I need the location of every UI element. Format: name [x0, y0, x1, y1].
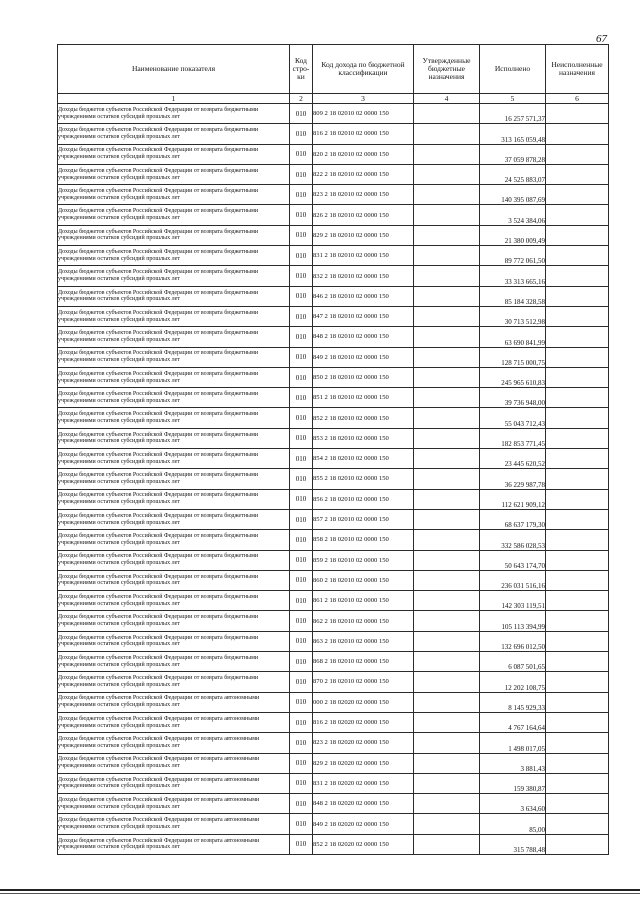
row-unexecuted-cell	[546, 104, 609, 124]
row-revenue-code-cell: 861 2 18 02010 02 0000 150	[313, 591, 414, 611]
row-revenue-code-cell: 820 2 18 02010 02 0000 150	[313, 144, 414, 164]
scan-edge-line	[0, 893, 640, 894]
row-executed-cell: 55 043 712,43	[480, 408, 546, 428]
row-revenue-code-cell: 832 2 18 02010 02 0000 150	[313, 266, 414, 286]
row-approved-cell	[414, 428, 480, 448]
row-name-cell: Доходы бюджетов субъектов Российской Федерации от возврата автономными учреждениями остатков субсидий прошлых лет	[58, 834, 290, 854]
row-line-code-cell: 010	[290, 164, 313, 184]
row-unexecuted-cell	[546, 286, 609, 306]
row-line-code-cell: 010	[290, 611, 313, 631]
row-executed-cell: 132 696 012,50	[480, 631, 546, 651]
row-name-cell: Доходы бюджетов субъектов Российской Федерации от возврата бюджетными учреждениями остатков субсидий прошлых лет	[58, 246, 290, 266]
row-approved-cell	[414, 205, 480, 225]
row-name-cell: Доходы бюджетов субъектов Российской Федерации от возврата автономными учреждениями остатков субсидий прошлых лет	[58, 794, 290, 814]
row-name-cell: Доходы бюджетов субъектов Российской Федерации от возврата бюджетными учреждениями остатков субсидий прошлых лет	[58, 408, 290, 428]
row-unexecuted-cell	[546, 814, 609, 834]
row-unexecuted-cell	[546, 509, 609, 529]
row-executed-cell: 112 621 909,12	[480, 489, 546, 509]
header-executed: Исполнено	[480, 45, 546, 94]
row-line-code-cell: 010	[290, 794, 313, 814]
row-unexecuted-cell	[546, 367, 609, 387]
table-row	[58, 449, 609, 469]
row-executed-cell: 24 525 883,07	[480, 164, 546, 184]
table-row	[58, 347, 609, 367]
row-revenue-code-cell: 831 2 18 02010 02 0000 150	[313, 246, 414, 266]
row-name-cell: Доходы бюджетов субъектов Российской Федерации от возврата бюджетными учреждениями остатков субсидий прошлых лет	[58, 144, 290, 164]
table-row	[58, 124, 609, 144]
row-executed-cell: 315 788,48	[480, 834, 546, 854]
row-unexecuted-cell	[546, 246, 609, 266]
table-row	[58, 408, 609, 428]
row-line-code-cell: 010	[290, 449, 313, 469]
row-revenue-code-cell: 857 2 18 02010 02 0000 150	[313, 509, 414, 529]
row-line-code-cell: 010	[290, 306, 313, 326]
row-unexecuted-cell	[546, 834, 609, 854]
table-row	[58, 834, 609, 854]
row-approved-cell	[414, 286, 480, 306]
row-line-code-cell: 010	[290, 388, 313, 408]
row-approved-cell	[414, 570, 480, 590]
row-revenue-code-cell: 860 2 18 02010 02 0000 150	[313, 570, 414, 590]
row-name-cell: Доходы бюджетов субъектов Российской Федерации от возврата бюджетными учреждениями остатков субсидий прошлых лет	[58, 225, 290, 245]
row-revenue-code-cell: 853 2 18 02010 02 0000 150	[313, 428, 414, 448]
table-row	[58, 652, 609, 672]
row-revenue-code-cell: 868 2 18 02010 02 0000 150	[313, 652, 414, 672]
table-row	[58, 246, 609, 266]
row-executed-cell: 245 965 610,83	[480, 367, 546, 387]
row-unexecuted-cell	[546, 611, 609, 631]
row-line-code-cell: 010	[290, 692, 313, 712]
row-unexecuted-cell	[546, 489, 609, 509]
row-executed-cell: 332 586 028,53	[480, 530, 546, 550]
row-line-code-cell: 010	[290, 286, 313, 306]
row-name-cell: Доходы бюджетов субъектов Российской Федерации от возврата бюджетными учреждениями остатков субсидий прошлых лет	[58, 530, 290, 550]
column-number: 6	[546, 94, 609, 104]
table-body	[58, 104, 609, 855]
row-approved-cell	[414, 388, 480, 408]
row-executed-cell: 89 772 061,50	[480, 246, 546, 266]
table-row	[58, 388, 609, 408]
header-name: Наименование показателя	[58, 45, 290, 94]
table-row	[58, 712, 609, 732]
row-unexecuted-cell	[546, 712, 609, 732]
row-executed-cell: 16 257 571,37	[480, 104, 546, 124]
row-line-code-cell: 010	[290, 550, 313, 570]
row-revenue-code-cell: 816 2 18 02020 02 0000 150	[313, 712, 414, 732]
column-number: 1	[58, 94, 290, 104]
row-executed-cell: 30 713 512,98	[480, 306, 546, 326]
row-approved-cell	[414, 753, 480, 773]
row-executed-cell: 4 767 164,64	[480, 712, 546, 732]
table-row	[58, 509, 609, 529]
row-approved-cell	[414, 469, 480, 489]
row-executed-cell: 159 380,87	[480, 773, 546, 793]
row-executed-cell: 140 395 087,69	[480, 185, 546, 205]
row-unexecuted-cell	[546, 469, 609, 489]
row-approved-cell	[414, 611, 480, 631]
row-line-code-cell: 010	[290, 225, 313, 245]
row-approved-cell	[414, 246, 480, 266]
row-line-code-cell: 010	[290, 185, 313, 205]
row-line-code-cell: 010	[290, 834, 313, 854]
row-executed-cell: 3 524 384,06	[480, 205, 546, 225]
table-row	[58, 469, 609, 489]
row-line-code-cell: 010	[290, 347, 313, 367]
row-name-cell: Доходы бюджетов субъектов Российской Федерации от возврата автономными учреждениями остатков субсидий прошлых лет	[58, 692, 290, 712]
row-executed-cell: 105 113 394,99	[480, 611, 546, 631]
row-line-code-cell: 010	[290, 489, 313, 509]
header-approved: Утвержденные бюджетные назначения	[414, 45, 480, 94]
row-executed-cell: 21 380 009,49	[480, 225, 546, 245]
row-name-cell: Доходы бюджетов субъектов Российской Федерации от возврата автономными учреждениями остатков субсидий прошлых лет	[58, 733, 290, 753]
row-line-code-cell: 010	[290, 327, 313, 347]
row-revenue-code-cell: 852 2 18 02010 02 0000 150	[313, 408, 414, 428]
row-line-code-cell: 010	[290, 266, 313, 286]
row-approved-cell	[414, 652, 480, 672]
row-unexecuted-cell	[546, 205, 609, 225]
row-executed-cell: 68 637 179,30	[480, 509, 546, 529]
row-approved-cell	[414, 489, 480, 509]
row-revenue-code-cell: 870 2 18 02010 02 0000 150	[313, 672, 414, 692]
row-revenue-code-cell: 849 2 18 02010 02 0000 150	[313, 347, 414, 367]
row-approved-cell	[414, 225, 480, 245]
column-number-row	[58, 94, 609, 104]
table-row	[58, 104, 609, 124]
row-approved-cell	[414, 834, 480, 854]
row-revenue-code-cell: 847 2 18 02010 02 0000 150	[313, 306, 414, 326]
row-revenue-code-cell: 809 2 18 02010 02 0000 150	[313, 104, 414, 124]
table-row	[58, 570, 609, 590]
row-unexecuted-cell	[546, 794, 609, 814]
row-executed-cell: 37 059 878,28	[480, 144, 546, 164]
row-line-code-cell: 010	[290, 509, 313, 529]
row-revenue-code-cell: 823 2 18 02010 02 0000 150	[313, 185, 414, 205]
row-approved-cell	[414, 408, 480, 428]
row-line-code-cell: 010	[290, 124, 313, 144]
row-revenue-code-cell: 829 2 18 02010 02 0000 150	[313, 225, 414, 245]
table-row	[58, 753, 609, 773]
row-line-code-cell: 010	[290, 469, 313, 489]
row-revenue-code-cell: 849 2 18 02020 02 0000 150	[313, 814, 414, 834]
column-number: 5	[480, 94, 546, 104]
row-unexecuted-cell	[546, 631, 609, 651]
row-approved-cell	[414, 306, 480, 326]
table-row	[58, 672, 609, 692]
row-executed-cell: 12 202 108,75	[480, 672, 546, 692]
row-line-code-cell: 010	[290, 367, 313, 387]
row-name-cell: Доходы бюджетов субъектов Российской Федерации от возврата автономными учреждениями остатков субсидий прошлых лет	[58, 814, 290, 834]
row-executed-cell: 36 229 987,78	[480, 469, 546, 489]
row-line-code-cell: 010	[290, 428, 313, 448]
row-name-cell: Доходы бюджетов субъектов Российской Федерации от возврата бюджетными учреждениями остатков субсидий прошлых лет	[58, 164, 290, 184]
row-approved-cell	[414, 530, 480, 550]
row-name-cell: Доходы бюджетов субъектов Российской Федерации от возврата бюджетными учреждениями остатков субсидий прошлых лет	[58, 631, 290, 651]
row-revenue-code-cell: 829 2 18 02020 02 0000 150	[313, 753, 414, 773]
row-executed-cell: 6 087 501,65	[480, 652, 546, 672]
header-line-code: Код стро-ки	[290, 45, 313, 94]
row-line-code-cell: 010	[290, 814, 313, 834]
row-executed-cell: 8 145 929,33	[480, 692, 546, 712]
table-row	[58, 327, 609, 347]
row-unexecuted-cell	[546, 530, 609, 550]
row-unexecuted-cell	[546, 388, 609, 408]
row-approved-cell	[414, 509, 480, 529]
table-row	[58, 591, 609, 611]
row-line-code-cell: 010	[290, 652, 313, 672]
row-name-cell: Доходы бюджетов субъектов Российской Федерации от возврата автономными учреждениями остатков субсидий прошлых лет	[58, 753, 290, 773]
row-name-cell: Доходы бюджетов субъектов Российской Федерации от возврата автономными учреждениями остатков субсидий прошлых лет	[58, 773, 290, 793]
table-row	[58, 692, 609, 712]
row-executed-cell: 63 690 841,99	[480, 327, 546, 347]
row-line-code-cell: 010	[290, 144, 313, 164]
row-unexecuted-cell	[546, 164, 609, 184]
row-unexecuted-cell	[546, 428, 609, 448]
row-name-cell: Доходы бюджетов субъектов Российской Федерации от возврата автономными учреждениями остатков субсидий прошлых лет	[58, 712, 290, 732]
row-unexecuted-cell	[546, 692, 609, 712]
row-revenue-code-cell: 858 2 18 02010 02 0000 150	[313, 530, 414, 550]
scan-edge-line	[0, 889, 640, 891]
budget-revenue-table	[57, 44, 609, 855]
row-unexecuted-cell	[546, 449, 609, 469]
table-row	[58, 164, 609, 184]
row-executed-cell: 85 184 328,58	[480, 286, 546, 306]
row-approved-cell	[414, 712, 480, 732]
row-approved-cell	[414, 733, 480, 753]
row-executed-cell: 39 736 948,00	[480, 388, 546, 408]
row-revenue-code-cell: 854 2 18 02010 02 0000 150	[313, 449, 414, 469]
row-approved-cell	[414, 773, 480, 793]
row-unexecuted-cell	[546, 652, 609, 672]
row-approved-cell	[414, 672, 480, 692]
row-name-cell: Доходы бюджетов субъектов Российской Федерации от возврата бюджетными учреждениями остатков субсидий прошлых лет	[58, 550, 290, 570]
row-revenue-code-cell: 831 2 18 02020 02 0000 150	[313, 773, 414, 793]
row-executed-cell: 3 881,43	[480, 753, 546, 773]
row-name-cell: Доходы бюджетов субъектов Российской Федерации от возврата бюджетными учреждениями остатков субсидий прошлых лет	[58, 388, 290, 408]
row-unexecuted-cell	[546, 306, 609, 326]
row-name-cell: Доходы бюджетов субъектов Российской Федерации от возврата бюджетными учреждениями остатков субсидий прошлых лет	[58, 306, 290, 326]
row-revenue-code-cell: 823 2 18 02020 02 0000 150	[313, 733, 414, 753]
row-executed-cell: 33 313 665,16	[480, 266, 546, 286]
row-unexecuted-cell	[546, 733, 609, 753]
row-name-cell: Доходы бюджетов субъектов Российской Федерации от возврата бюджетными учреждениями остатков субсидий прошлых лет	[58, 469, 290, 489]
row-approved-cell	[414, 550, 480, 570]
row-executed-cell: 50 643 174,70	[480, 550, 546, 570]
row-unexecuted-cell	[546, 773, 609, 793]
row-approved-cell	[414, 692, 480, 712]
table-row	[58, 814, 609, 834]
column-number: 2	[290, 94, 313, 104]
row-unexecuted-cell	[546, 550, 609, 570]
row-unexecuted-cell	[546, 124, 609, 144]
column-number: 3	[313, 94, 414, 104]
row-name-cell: Доходы бюджетов субъектов Российской Федерации от возврата бюджетными учреждениями остатков субсидий прошлых лет	[58, 327, 290, 347]
row-revenue-code-cell: 816 2 18 02010 02 0000 150	[313, 124, 414, 144]
row-line-code-cell: 010	[290, 753, 313, 773]
row-line-code-cell: 010	[290, 246, 313, 266]
row-revenue-code-cell: 848 2 18 02010 02 0000 150	[313, 327, 414, 347]
table-row	[58, 530, 609, 550]
row-executed-cell: 236 031 516,16	[480, 570, 546, 590]
row-unexecuted-cell	[546, 408, 609, 428]
row-revenue-code-cell: 855 2 18 02010 02 0000 150	[313, 469, 414, 489]
row-revenue-code-cell: 846 2 18 02010 02 0000 150	[313, 286, 414, 306]
row-unexecuted-cell	[546, 347, 609, 367]
row-approved-cell	[414, 104, 480, 124]
row-name-cell: Доходы бюджетов субъектов Российской Федерации от возврата бюджетными учреждениями остатков субсидий прошлых лет	[58, 124, 290, 144]
row-name-cell: Доходы бюджетов субъектов Российской Федерации от возврата бюджетными учреждениями остатков субсидий прошлых лет	[58, 449, 290, 469]
row-line-code-cell: 010	[290, 408, 313, 428]
row-name-cell: Доходы бюджетов субъектов Российской Федерации от возврата бюджетными учреждениями остатков субсидий прошлых лет	[58, 489, 290, 509]
table-row	[58, 205, 609, 225]
row-executed-cell: 1 498 017,05	[480, 733, 546, 753]
row-name-cell: Доходы бюджетов субъектов Российской Федерации от возврата бюджетными учреждениями остатков субсидий прошлых лет	[58, 347, 290, 367]
table-row	[58, 367, 609, 387]
row-executed-cell: 182 853 771,45	[480, 428, 546, 448]
table-row	[58, 286, 609, 306]
row-unexecuted-cell	[546, 591, 609, 611]
table-header-row	[58, 45, 609, 94]
row-line-code-cell: 010	[290, 104, 313, 124]
row-revenue-code-cell: 848 2 18 02020 02 0000 150	[313, 794, 414, 814]
row-executed-cell: 313 165 059,48	[480, 124, 546, 144]
row-line-code-cell: 010	[290, 733, 313, 753]
row-approved-cell	[414, 367, 480, 387]
table-row	[58, 144, 609, 164]
row-line-code-cell: 010	[290, 712, 313, 732]
row-line-code-cell: 010	[290, 530, 313, 550]
row-name-cell: Доходы бюджетов субъектов Российской Федерации от возврата бюджетными учреждениями остатков субсидий прошлых лет	[58, 428, 290, 448]
row-approved-cell	[414, 185, 480, 205]
row-unexecuted-cell	[546, 753, 609, 773]
row-executed-cell: 3 634,60	[480, 794, 546, 814]
header-revenue-code: Код дохода по бюджетной классификации	[313, 45, 414, 94]
row-unexecuted-cell	[546, 570, 609, 590]
row-executed-cell: 128 715 000,75	[480, 347, 546, 367]
row-revenue-code-cell: 859 2 18 02010 02 0000 150	[313, 550, 414, 570]
row-approved-cell	[414, 449, 480, 469]
table-row	[58, 773, 609, 793]
row-approved-cell	[414, 794, 480, 814]
table-row	[58, 733, 609, 753]
row-line-code-cell: 010	[290, 591, 313, 611]
row-name-cell: Доходы бюджетов субъектов Российской Федерации от возврата бюджетными учреждениями остатков субсидий прошлых лет	[58, 367, 290, 387]
table-row	[58, 225, 609, 245]
row-executed-cell: 85,00	[480, 814, 546, 834]
table-row	[58, 266, 609, 286]
row-line-code-cell: 010	[290, 570, 313, 590]
row-unexecuted-cell	[546, 185, 609, 205]
row-name-cell: Доходы бюджетов субъектов Российской Федерации от возврата бюджетными учреждениями остатков субсидий прошлых лет	[58, 266, 290, 286]
row-revenue-code-cell: 850 2 18 02010 02 0000 150	[313, 367, 414, 387]
row-name-cell: Доходы бюджетов субъектов Российской Федерации от возврата бюджетными учреждениями остатков субсидий прошлых лет	[58, 286, 290, 306]
row-revenue-code-cell: 000 2 18 02020 02 0000 150	[313, 692, 414, 712]
row-unexecuted-cell	[546, 144, 609, 164]
table-row	[58, 794, 609, 814]
row-name-cell: Доходы бюджетов субъектов Российской Федерации от возврата бюджетными учреждениями остатков субсидий прошлых лет	[58, 104, 290, 124]
table-row	[58, 489, 609, 509]
row-unexecuted-cell	[546, 225, 609, 245]
row-approved-cell	[414, 144, 480, 164]
page-number: 67	[596, 33, 607, 45]
header-unexecuted: Неисполненные назначения	[546, 45, 609, 94]
row-name-cell: Доходы бюджетов субъектов Российской Федерации от возврата бюджетными учреждениями остатков субсидий прошлых лет	[58, 185, 290, 205]
row-unexecuted-cell	[546, 266, 609, 286]
row-revenue-code-cell: 863 2 18 02010 02 0000 150	[313, 631, 414, 651]
row-name-cell: Доходы бюджетов субъектов Российской Федерации от возврата бюджетными учреждениями остатков субсидий прошлых лет	[58, 611, 290, 631]
table-row	[58, 306, 609, 326]
row-approved-cell	[414, 631, 480, 651]
row-executed-cell: 23 445 620,52	[480, 449, 546, 469]
row-unexecuted-cell	[546, 327, 609, 347]
table-row	[58, 611, 609, 631]
row-approved-cell	[414, 164, 480, 184]
row-approved-cell	[414, 814, 480, 834]
row-approved-cell	[414, 124, 480, 144]
row-name-cell: Доходы бюджетов субъектов Российской Федерации от возврата бюджетными учреждениями остатков субсидий прошлых лет	[58, 509, 290, 529]
row-approved-cell	[414, 591, 480, 611]
row-revenue-code-cell: 822 2 18 02010 02 0000 150	[313, 164, 414, 184]
column-number: 4	[414, 94, 480, 104]
row-executed-cell: 142 303 119,51	[480, 591, 546, 611]
table-row	[58, 631, 609, 651]
row-approved-cell	[414, 327, 480, 347]
row-line-code-cell: 010	[290, 672, 313, 692]
row-approved-cell	[414, 266, 480, 286]
row-line-code-cell: 010	[290, 205, 313, 225]
row-revenue-code-cell: 856 2 18 02010 02 0000 150	[313, 489, 414, 509]
row-unexecuted-cell	[546, 672, 609, 692]
row-revenue-code-cell: 862 2 18 02010 02 0000 150	[313, 611, 414, 631]
row-name-cell: Доходы бюджетов субъектов Российской Федерации от возврата бюджетными учреждениями остатков субсидий прошлых лет	[58, 205, 290, 225]
row-revenue-code-cell: 851 2 18 02010 02 0000 150	[313, 388, 414, 408]
row-line-code-cell: 010	[290, 773, 313, 793]
row-name-cell: Доходы бюджетов субъектов Российской Федерации от возврата бюджетными учреждениями остатков субсидий прошлых лет	[58, 570, 290, 590]
table-row	[58, 550, 609, 570]
row-approved-cell	[414, 347, 480, 367]
row-name-cell: Доходы бюджетов субъектов Российской Федерации от возврата бюджетными учреждениями остатков субсидий прошлых лет	[58, 652, 290, 672]
row-revenue-code-cell: 826 2 18 02010 02 0000 150	[313, 205, 414, 225]
row-name-cell: Доходы бюджетов субъектов Российской Федерации от возврата бюджетными учреждениями остатков субсидий прошлых лет	[58, 672, 290, 692]
row-name-cell: Доходы бюджетов субъектов Российской Федерации от возврата бюджетными учреждениями остатков субсидий прошлых лет	[58, 591, 290, 611]
row-line-code-cell: 010	[290, 631, 313, 651]
row-revenue-code-cell: 852 2 18 02020 02 0000 150	[313, 834, 414, 854]
table-row	[58, 185, 609, 205]
table-row	[58, 428, 609, 448]
